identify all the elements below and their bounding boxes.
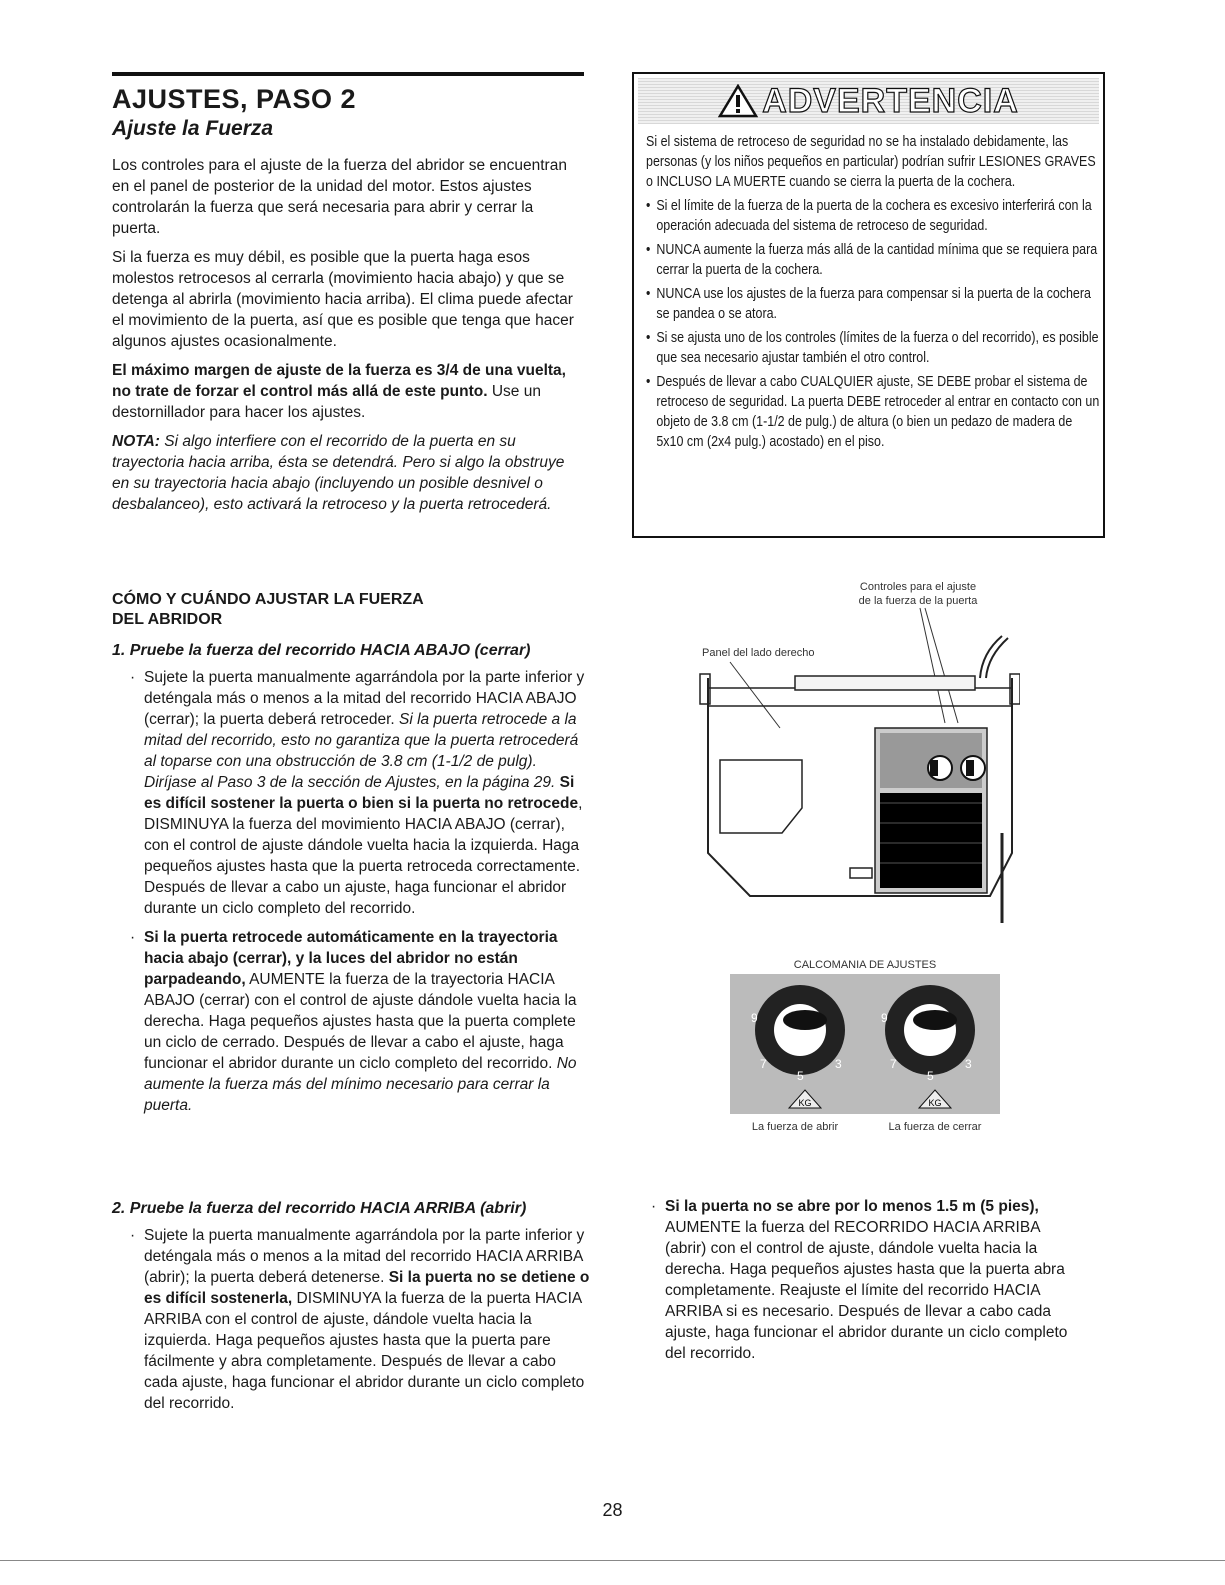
intro-paragraph-2: Si la fuerza es muy débil, es posible que la puerta haga esos molestos retrocesos al cerrarla (movimiento hacia abajo) y que se detenga al abrirla (movimiento hacia arriba). El clima puede afectar el movimiento de la puerta, así que es posible que tenga que hacer algunos ajustes ocasionalmente. [112, 249, 574, 350]
decal-title: CALCOMANÍA DE AJUSTES [793, 960, 937, 971]
page-number: 28 [602, 1500, 623, 1520]
page-subtitle: Ajuste la Fuerza [112, 117, 274, 140]
controls-label-line2: de la fuerza de la puerta [858, 595, 978, 607]
max-adjust-warning: El máximo margen de ajuste de la fuerza es 3/4 de una vuelta, no trate de forzar el control más allá de este punto. [112, 362, 566, 400]
warning-item: • Si se ajusta uno de los controles (límites de la fuerza o del recorrido), es posible que sea necesario ajustar también el otro control. [646, 330, 1099, 366]
warning-header [638, 78, 1099, 124]
intro-paragraph-3 [112, 360, 584, 423]
step-2-bullet-1: · Sujete la puerta manualmente agarrándola por la parte inferior y deténgala más o menos a la mitad del recorrido HACIA ARRIBA (abrir); la puerta deberá detenerse. Si la puerta no se detiene o es difícil sostenerla, DISMINUYA la fuerza de la puerta HACIA ARRIBA con el control de ajuste, dándole vuelta hacia la izquierda. Haga pequeños ajustes hasta que la puerta pare fácilmente y abra completamente. Después de llevar a cabo cada ajuste, haga funcionar el abridor durante un ciclo completo del recorrido. [130, 1227, 590, 1412]
warning-item: • Si el límite de la fuerza de la puerta de la cochera es excesivo interferirá con la operación adecuada del sistema de retroceso de seguridad. [646, 198, 1092, 234]
adjustment-decal [725, 960, 1005, 1135]
svg-text:3: 3 [965, 1057, 972, 1071]
step-1-bullet-2: · Si la puerta retrocede automáticamente en la trayectoria hacia abajo (cerrar), y la luces del abridor no están parpadeando, AUMENTE la fuerza de la trayectoria HACIA ABAJO (cerrar) con el control de ajuste dándole vuelta hacia la derecha. Haga pequeños ajustes hasta que la puerta complete un ciclo de cerrado. Después de llevar a cabo el ajuste, haga funcionar el abridor durante un ciclo completo del recorrido. No aumente la fuerza más del mínimo necesario para cerrar la puerta. [130, 929, 577, 1114]
left-column [112, 72, 584, 523]
step-1-title: 1. Pruebe la fuerza del recorrido HACIA ABAJO (cerrar) [112, 642, 531, 659]
note-paragraph [112, 431, 584, 515]
svg-text:KG: KG [928, 1098, 942, 1108]
note-label: NOTA: [112, 433, 160, 450]
svg-text:KG: KG [798, 1098, 812, 1108]
screwdriver-note: Use un destornillador para hacer los ajustes. [112, 383, 541, 421]
title-rule [112, 72, 584, 76]
warning-lead: Si el sistema de retroceso de seguridad no se ha instalado debidamente, las personas (y los niños pequeños en particular) podrían sufrir LESIONES GRAVES o INCLUSO LA MUERTE cuando se cierra la puerta de la cochera. [646, 134, 1096, 190]
page-bottom-rule [0, 1560, 1225, 1561]
warning-body [634, 124, 1110, 452]
svg-text:9: 9 [881, 1011, 888, 1025]
step-2-bullet-2: · Si la puerta no se abre por lo menos 1.5 m (5 pies), AUMENTE la fuerza del RECORRIDO HACIA ARRIBA (abrir) con el control de ajuste, dándole vuelta hacia la derecha. Haga pequeños ajustes hasta que la puerta abra completamente. Reajuste el límite del recorrido HACIA ARRIBA si es necesario. Después de llevar a cabo cada ajuste, haga funcionar el abridor durante un ciclo completo del recorrido. [651, 1198, 1068, 1362]
warning-item: • Después de llevar a cabo CUALQUIER ajuste, SE DEBE probar el sistema de retroceso de seguridad. La puerta DEBE retroceder al entrar en contacto con un objeto de 3.8 cm (1-1/2 de pulg.) de altura (o bien un pedazo de madera de 5x10 cm (2x4 pulg.) acostado) en el piso. [646, 374, 1100, 450]
svg-text:7: 7 [890, 1057, 897, 1071]
panel-label: Panel del lado derecho [702, 647, 815, 659]
svg-text:5: 5 [927, 1069, 934, 1083]
step-1-bullet-1: · Sujete la puerta manualmente agarrándola por la parte inferior y deténgala más o menos a la mitad del recorrido HACIA ABAJO (cerrar); la puerta deberá retroceder. Si la puerta retrocede a la mitad del recorrido, esto no garantiza que la puerta retrocederá al toparse con una obstrucción de 3.8 cm (1-1/2 de pulg). Diríjase al Paso 3 de la sección de Ajustes, en la página 29. Si es difícil sostener la puerta o bien si la puerta no retrocede, DISMINUYA la fuerza del movimiento HACIA ABAJO (cerrar), con el control de ajuste dándole vuelta hacia la izquierda. Haga pequeños ajustes hasta que la puerta retroceda correctamente. Después de llevar a cabo un ajuste, haga funcionar el abridor durante un ciclo completo del recorrido. [130, 669, 585, 917]
step-2 [112, 1198, 592, 1418]
warning-item: • NUNCA use los ajustes de la fuerza para compensar si la puerta de la cochera se pandea o se atora. [646, 286, 1091, 322]
intro-paragraph-1: Los controles para el ajuste de la fuerza del abridor se encuentran en el panel de posterior de la unidad del motor. Estos ajustes controlarán la fuerza que será necesaria para abrir y cerrar la puerta. [112, 157, 567, 237]
warning-box [632, 72, 1105, 538]
svg-text:9: 9 [751, 1011, 758, 1025]
warning-title: ADVERTENCIA [762, 81, 1019, 120]
close-force-caption: La fuerza de cerrar [888, 1121, 982, 1133]
step-2-title: 2. Pruebe la fuerza del recorrido HACIA ARRIBA (abrir) [112, 1200, 527, 1217]
warning-triangle-icon [718, 84, 758, 118]
open-force-caption: La fuerza de abrir [751, 1121, 839, 1133]
svg-text:5: 5 [797, 1069, 804, 1083]
section-heading: CÓMO Y CUÁNDO AJUSTAR LA FUERZA DEL ABRIDOR [112, 591, 424, 628]
svg-text:3: 3 [835, 1057, 842, 1071]
page-title: AJUSTES, PASO 2 [112, 84, 357, 114]
step-1 [112, 640, 592, 1120]
controls-label-line1: Controles para el ajuste [859, 581, 977, 593]
warning-item: • NUNCA aumente la fuerza más allá de la cantidad mínima que se requiera para cerrar la puerta de la cochera. [646, 242, 1098, 278]
note-text: Si algo interfiere con el recorrido de la puerta en su trayectoria hacia arriba, ésta se detendrá. Pero si algo la obstruye en su trayectoria hacia abajo (incluyendo un posible desnivel o desbalanceo), esto activará la retroceso y la puerta retrocederá. [112, 433, 565, 513]
svg-text:7: 7 [760, 1057, 767, 1071]
motor-unit-illustration [690, 578, 1020, 938]
